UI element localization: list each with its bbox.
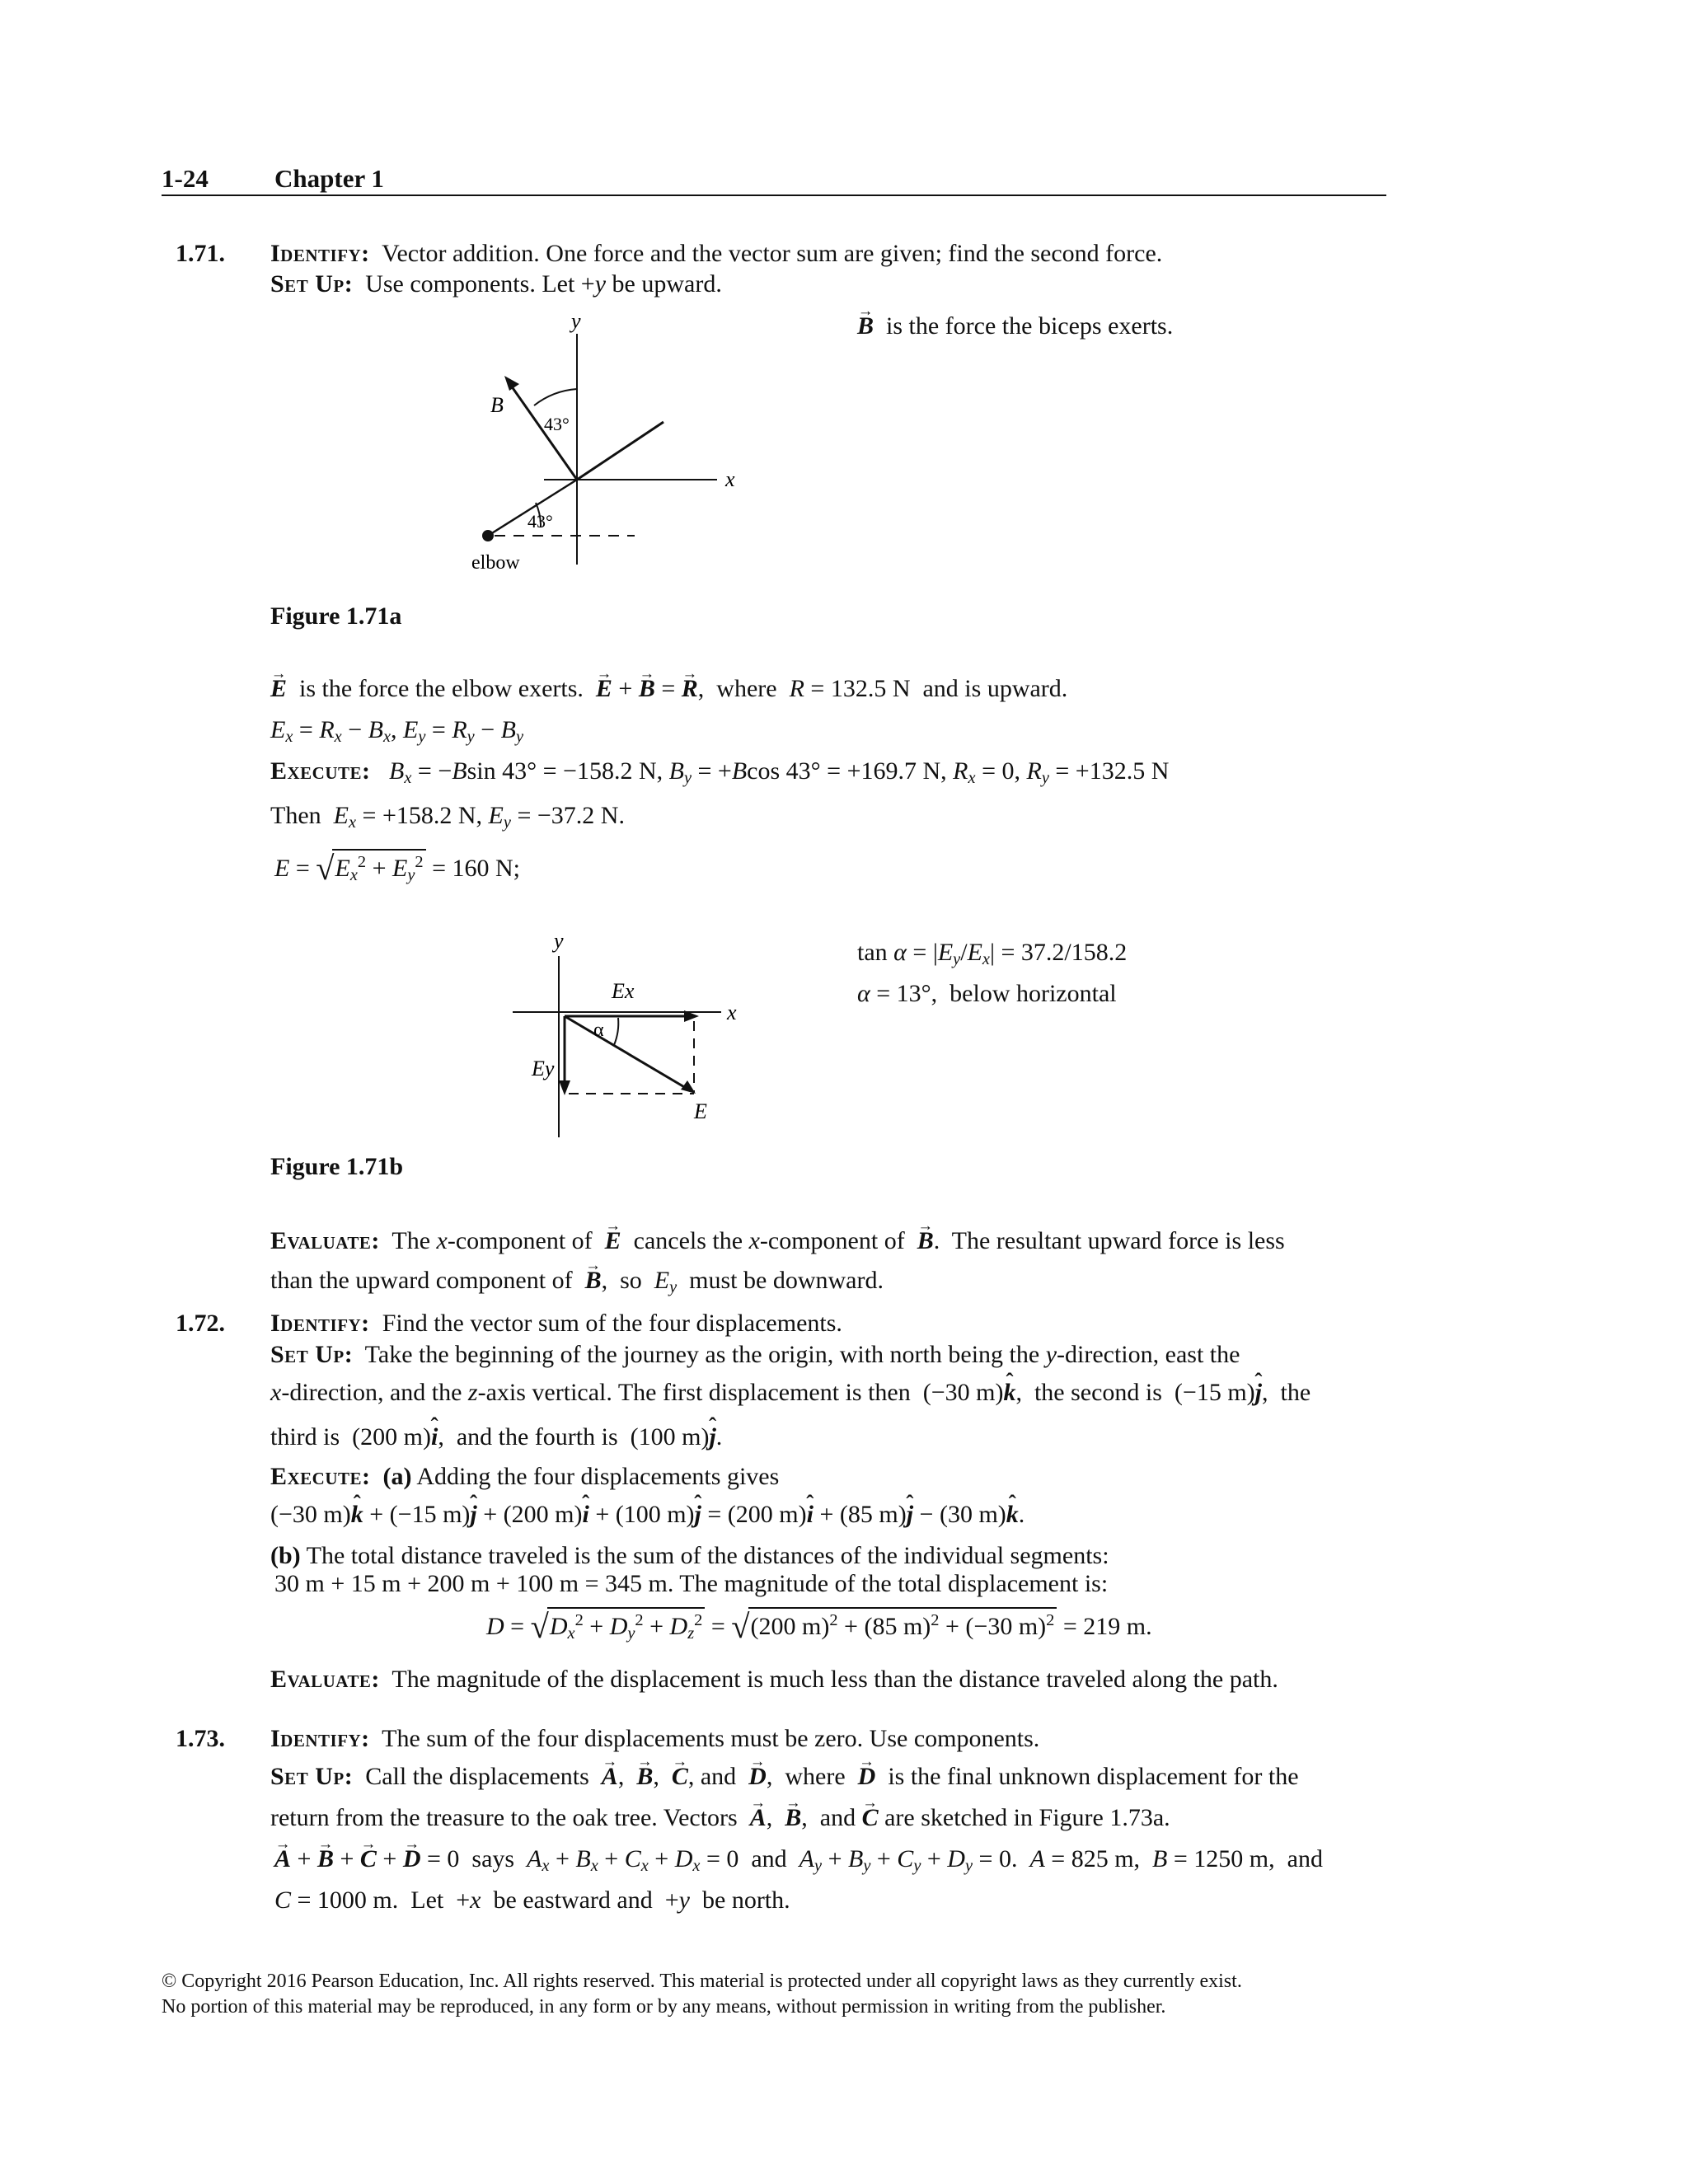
- execute-label: Execute:: [270, 757, 371, 785]
- setup-label: Set Up:: [270, 1763, 354, 1790]
- p173-setup-1: Set Up: Call the displacements → A, → B, → C, and → D, where → D is the final unknown displacement for the: [270, 1762, 1299, 1792]
- p172-magnitude-equation: $D = √D_x^2 + D_y^2 + D_z^2 = √(200$ m)$^2$ + (85 m)$^2$ + (−30 m)$^2$ = 219 m.: [486, 1608, 1152, 1646]
- figure-171b: [503, 927, 767, 1150]
- problem-number-173: 1.73.: [176, 1725, 225, 1752]
- p171-setup: Set Up: Use components. Let +y be upward.: [270, 270, 722, 298]
- p171-execute: Execute: $B_x = -Bsin$ 43° = −158.2 N, $B_y = +Bcos$ 43° = +169.7 N, $R_x = 0$, $R_y = +132.5$ N: [270, 757, 1170, 788]
- footer-copyright-line2: No portion of this material may be reproduced, in any form or by any means, without permission in writing from the publisher.: [162, 1996, 1166, 2018]
- fig-b-label-Ex: Ex: [612, 979, 635, 1003]
- evaluate-label: Evaluate:: [270, 1227, 380, 1254]
- fig-a-label-B: B: [490, 393, 504, 417]
- p172-identify: Identify: Find the vector sum of the four displacements.: [270, 1310, 842, 1337]
- p172-distance-equation: 30 m + 15 m + 200 m + 100 m = 345 m. The magnitude of the total displacement is:: [274, 1570, 1109, 1597]
- fig-b-label-y: y: [554, 929, 564, 953]
- header-rule: [162, 194, 1386, 196]
- figure-171a-caption: Figure 1.71a: [270, 602, 402, 630]
- p172-part-b: (b) The total distance traveled is the sum of the distances of the individual segments:: [270, 1542, 1109, 1569]
- p172-execute: Execute: (a) Adding the four displacements gives: [270, 1463, 780, 1490]
- setup-label: Set Up:: [270, 1341, 354, 1368]
- p173-identify: Identify: The sum of the four displacements must be zero. Use components.: [270, 1725, 1040, 1752]
- p172-setup-2: x-direction, and the z-axis vertical. The first displacement is then (−30 m)ˆ k, the second is (−15 m)ˆ j, the: [270, 1378, 1311, 1408]
- p173-setup-4: C = 1000 m. Let +x be eastward and +y be north.: [274, 1886, 790, 1914]
- figure-171b-caption: Figure 1.71b: [270, 1153, 404, 1180]
- fig-a-label-y: y: [571, 309, 581, 333]
- fig-a-label-elbow: elbow: [471, 552, 520, 574]
- identify-label: Identify:: [270, 1310, 370, 1337]
- p171-magnitude: $E = √E_x^2 + E_y^2 = 160$ N;: [274, 850, 521, 888]
- fig-a-angle-top: 43°: [544, 414, 570, 434]
- p171-e-description: → E is the force the elbow exerts. → E + → B = → R, where R = 132.5 N and is upward.: [270, 674, 1067, 704]
- identify-label: Identify:: [270, 240, 370, 267]
- p171-identify: Identify: Vector addition. One force and the vector sum are given; find the second force.: [270, 240, 1163, 267]
- fig-a-angle-bottom: 43°: [528, 511, 553, 532]
- footer-copyright-line1: © Copyright 2016 Pearson Education, Inc. All rights reserved. This material is protected under all copyright laws as they currently exist.: [162, 1971, 1242, 1992]
- fig-b-label-Ey: Ey: [532, 1057, 555, 1080]
- setup-label: Set Up:: [270, 270, 354, 298]
- p172-setup-3: third is (200 m)ˆ i, and the fourth is (100 m)ˆ j.: [270, 1422, 722, 1452]
- execute-label: Execute:: [270, 1463, 371, 1490]
- p171-then: Then $E_x = +158.2$ N, $E_y = -37.2$ N.: [270, 802, 625, 832]
- fig-b-label-E: E: [694, 1099, 707, 1123]
- p171-component-equations: $E_x = R_x - B_x$, $E_y = R_y - B_y$: [270, 716, 524, 747]
- p173-setup-2: return from the treasure to the oak tree. Vectors → A, → B, and → C are sketched in Figure 1.73a.: [270, 1803, 1170, 1833]
- fig-b-label-x: x: [727, 1001, 737, 1024]
- fig-b-label-alpha: α: [593, 1019, 604, 1041]
- p172-setup-1: Set Up: Take the beginning of the journey as the origin, with north being the y-direction, east the: [270, 1341, 1240, 1368]
- chapter-title: Chapter 1: [274, 164, 384, 193]
- page-number: 1-24: [162, 164, 209, 193]
- p173-setup-3: → A + → B + → C + → D = 0 says $A_x + B_x + C_x + D_x = 0$ and $A_y + B_y + C_y + D_y = 0$. A = 825 m, B = 1250 m, and: [274, 1844, 1323, 1874]
- p171-tan: $\tan \alpha = |E_y/E_x| = 37.2/158.2$: [857, 939, 1128, 969]
- p171-alpha: α = 13°, below horizontal: [857, 980, 1117, 1007]
- evaluate-label: Evaluate:: [270, 1666, 380, 1693]
- problem-number-171: 1.71.: [176, 240, 225, 267]
- p171-b-description: → B is the force the biceps exerts.: [857, 312, 1173, 341]
- p172-sum-equation: (−30 m)ˆ k + (−15 m)ˆ j + (200 m)ˆ i + (100 m)ˆ j = (200 m)ˆ i + (85 m)ˆ j − (30 m)ˆ k.: [270, 1500, 1025, 1530]
- figure-171a: [462, 305, 775, 577]
- problem-number-172: 1.72.: [176, 1310, 225, 1337]
- identify-label: Identify:: [270, 1725, 370, 1752]
- p172-evaluate: Evaluate: The magnitude of the displacement is much less than the distance traveled along the path.: [270, 1666, 1278, 1693]
- fig-a-label-x: x: [725, 467, 735, 491]
- p171-evaluate-2: than the upward component of → B, so $E_y$ must be downward.: [270, 1266, 884, 1296]
- p171-evaluate-1: Evaluate: The x-component of → E cancels the x-component of → B. The resultant upward force is less: [270, 1226, 1285, 1256]
